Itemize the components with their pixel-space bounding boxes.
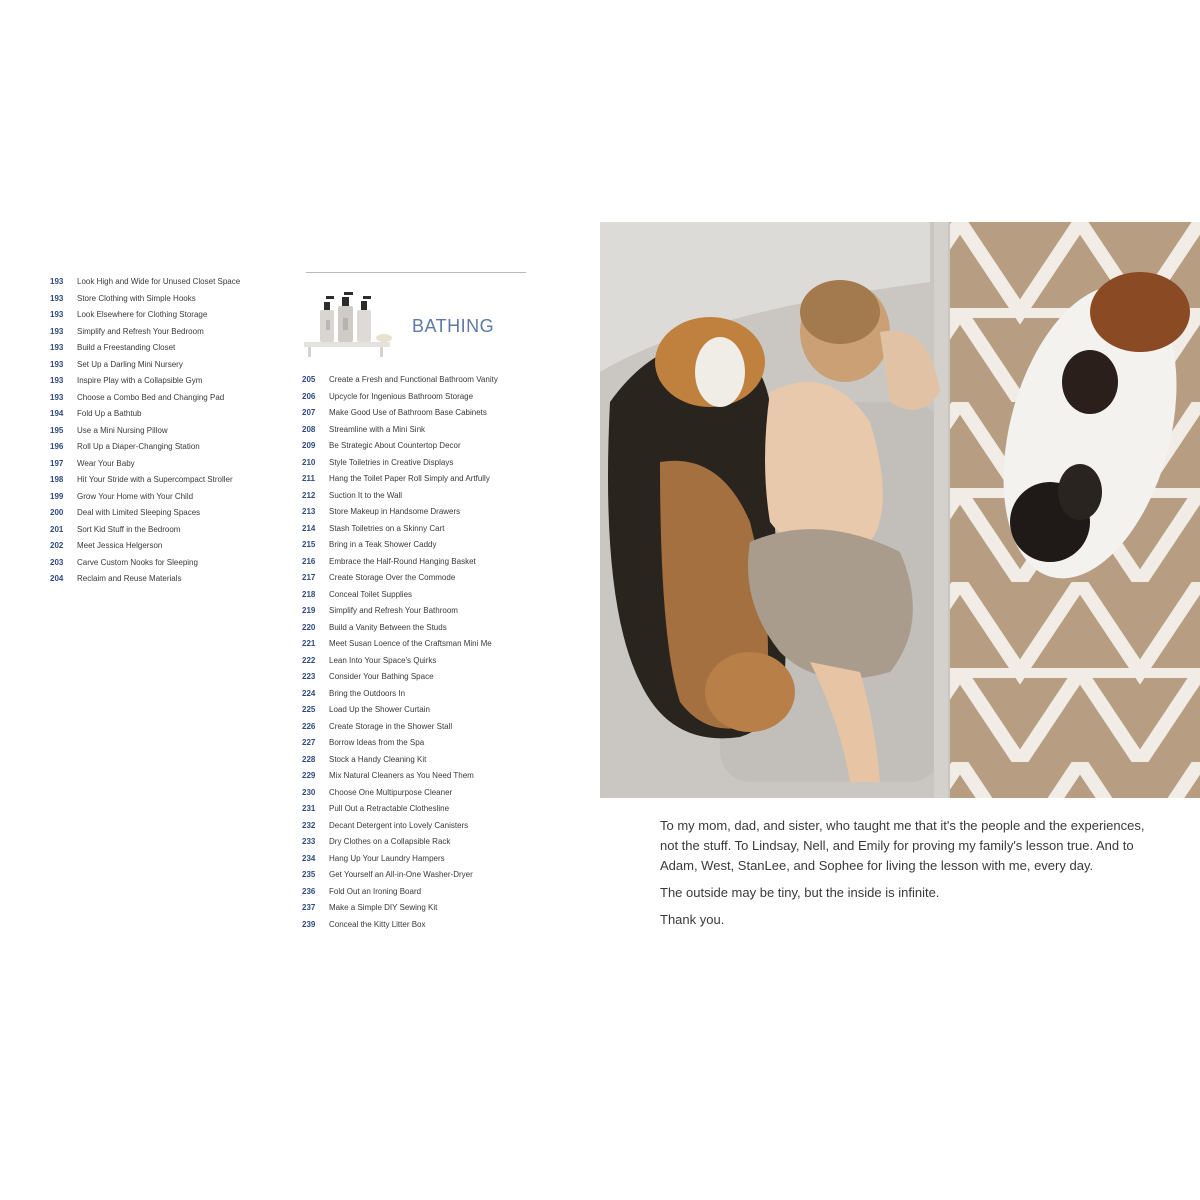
toc-entry — [302, 603, 552, 620]
toc-entry — [302, 686, 552, 703]
toc-page-number: 196 — [50, 442, 64, 451]
toc-page-number: 195 — [50, 425, 64, 435]
toc-entry — [50, 390, 290, 407]
toc-entry-title: Stock a Handy Cleaning Kit — [329, 754, 427, 764]
toc-page-number: 193 — [50, 343, 64, 352]
toc-entry — [302, 488, 552, 505]
toc-page-number: 211 — [302, 474, 315, 483]
toc-entry-title: Embrace the Half-Round Hanging Basket — [329, 556, 476, 566]
toc-page-number: 234 — [302, 853, 316, 863]
toc-entry-title: Build a Freestanding Closet — [77, 343, 176, 352]
toc-entry — [302, 422, 552, 439]
toc-entry — [302, 653, 552, 670]
toc-page-number: 193 — [50, 392, 64, 402]
toc-page-number: 230 — [302, 787, 316, 797]
section-title: BATHING — [412, 316, 495, 336]
section-divider — [306, 272, 526, 273]
toc-entry-title: Make Good Use of Bathroom Base Cabinets — [329, 408, 487, 417]
toc-page-number: 193 — [50, 293, 64, 303]
toc-entry — [50, 373, 290, 390]
toc-page-number: 218 — [302, 589, 316, 599]
toc-page-number: 221 — [302, 639, 316, 648]
toc-entry-title: Lean Into Your Space's Quirks — [329, 655, 437, 665]
toc-entry — [50, 291, 290, 308]
toc-page-number: 200 — [50, 508, 64, 517]
toc-entry-title: Stash Toiletries on a Skinny Cart — [329, 523, 445, 533]
toc-entry-title: Bring the Outdoors In — [329, 688, 406, 698]
toc-entry-title: Roll Up a Diaper-Changing Station — [77, 442, 200, 451]
toc-entry-title: Conceal the Kitty Litter Box — [329, 919, 426, 929]
toc-entry — [302, 752, 552, 769]
toc-page-number: 232 — [302, 820, 316, 830]
toc-page-number: 202 — [50, 541, 64, 550]
toc-entry — [302, 801, 552, 818]
dedication-photo — [600, 222, 1200, 798]
toc-entry-title: Conceal Toilet Supplies — [329, 589, 413, 599]
toc-page-number: 210 — [302, 457, 316, 467]
toc-page-number: 193 — [50, 326, 64, 336]
toc-entry — [302, 768, 552, 785]
dedication-paragraph-3: Thank you. — [660, 912, 725, 927]
toc-page-number: 207 — [302, 408, 316, 417]
toc-page-number: 225 — [302, 705, 316, 714]
toc-entry — [302, 900, 552, 917]
toc-page-number: 217 — [302, 573, 316, 582]
toc-page-number: 214 — [302, 523, 316, 533]
toc-entry — [50, 357, 290, 374]
toc-entry — [302, 669, 552, 686]
toc-entry-title: Decant Detergent into Lovely Canisters — [329, 820, 469, 830]
toc-entry — [302, 867, 552, 884]
toc-entry-title: Style Toiletries in Creative Displays — [329, 457, 454, 467]
toc-entry — [50, 307, 290, 324]
toc-entry — [302, 471, 552, 488]
toc-entry-title: Store Makeup in Handsome Drawers — [329, 507, 461, 516]
toc-entry-title: Streamline with a Mini Sink — [329, 424, 426, 434]
toc-page-number: 231 — [302, 804, 316, 813]
toc-entry — [302, 405, 552, 422]
toc-list-right — [302, 372, 552, 933]
toc-entry-title: Carve Custom Nooks for Sleeping — [77, 557, 198, 567]
toc-entry — [302, 554, 552, 571]
toc-page-number: 216 — [302, 556, 316, 566]
toc-page-number: 205 — [302, 375, 316, 384]
toc-entry — [50, 538, 290, 555]
toc-page-number: 228 — [302, 754, 316, 764]
toc-entry-title: Look High and Wide for Unused Closet Space — [77, 277, 241, 286]
toc-entry — [302, 537, 552, 554]
toc-entry — [302, 834, 552, 851]
toc-page-number: 215 — [302, 540, 316, 549]
dedication-paragraph-2: The outside may be tiny, but the inside is infinite. — [660, 885, 940, 900]
toc-page-number: 212 — [302, 490, 316, 500]
toc-page-number: 198 — [50, 475, 64, 484]
toc-page-number: 193 — [50, 310, 64, 319]
toc-page-number: 219 — [302, 606, 316, 615]
toc-page-number: 222 — [302, 655, 316, 665]
toc-entry — [302, 455, 552, 472]
toc-page-number: 204 — [50, 574, 64, 583]
toc-entry-title: Be Strategic About Countertop Decor — [329, 441, 461, 450]
toc-page-number: 237 — [302, 903, 316, 912]
toc-page-number: 227 — [302, 738, 316, 747]
toc-entry — [50, 406, 290, 423]
toc-entry-title: Sort Kid Stuff in the Bedroom — [77, 524, 181, 534]
toc-page-number: 203 — [50, 557, 64, 567]
toc-page-number: 193 — [50, 277, 64, 286]
toc-entry — [50, 522, 290, 539]
toc-entry — [302, 636, 552, 653]
toc-entry-title: Look Elsewhere for Clothing Storage — [77, 310, 208, 319]
toc-entry-title: Store Clothing with Simple Hooks — [77, 293, 196, 303]
toc-page-number: 223 — [302, 672, 316, 681]
bath-bottles-icon — [302, 280, 412, 360]
toc-entry-title: Use a Mini Nursing Pillow — [77, 425, 168, 435]
toc-entry — [302, 587, 552, 604]
toc-entry — [50, 472, 290, 489]
toc-entry-title: Simplify and Refresh Your Bathroom — [329, 606, 458, 615]
toc-entry-title: Wear Your Baby — [77, 458, 135, 468]
toc-entry — [302, 521, 552, 538]
toc-entry — [50, 324, 290, 341]
toc-entry-title: Suction It to the Wall — [329, 490, 403, 500]
toc-entry-title: Bring in a Teak Shower Caddy — [329, 540, 437, 549]
toc-entry — [302, 372, 552, 389]
toc-entry — [302, 389, 552, 406]
toc-page-number: 201 — [50, 524, 64, 534]
toc-entry-title: Hit Your Stride with a Supercompact Stroller — [77, 475, 233, 484]
toc-entry-title: Grow Your Home with Your Child — [77, 491, 194, 501]
toc-entry-title: Meet Jessica Helgerson — [77, 541, 163, 550]
toc-page-number: 236 — [302, 886, 316, 896]
section-header-bathing — [302, 268, 526, 364]
toc-entry-title: Create Storage in the Shower Stall — [329, 721, 453, 731]
toc-entry-title: Meet Susan Loence of the Craftsman Mini Me — [329, 639, 492, 648]
toc-page-number: 206 — [302, 391, 316, 401]
toc-entry-title: Fold Out an Ironing Board — [329, 886, 422, 896]
toc-entry-title: Create Storage Over the Commode — [329, 573, 456, 582]
toc-entry — [302, 719, 552, 736]
toc-page-number: 208 — [302, 424, 316, 434]
toc-page-number: 233 — [302, 837, 316, 846]
toc-entry — [50, 489, 290, 506]
toc-entry-title: Inspire Play with a Collapsible Gym — [77, 376, 203, 385]
toc-entry — [302, 620, 552, 637]
toc-entry — [50, 340, 290, 357]
toc-entry-title: Hang Up Your Laundry Hampers — [329, 853, 445, 863]
toc-entry-title: Dry Clothes on a Collapsible Rack — [329, 837, 451, 846]
toc-entry-title: Pull Out a Retractable Clothesline — [329, 804, 450, 813]
toc-entry-title: Deal with Limited Sleeping Spaces — [77, 508, 201, 517]
toc-entry — [302, 884, 552, 901]
toc-page-number: 213 — [302, 507, 316, 516]
toc-entry — [302, 851, 552, 868]
toc-page-number: 199 — [50, 491, 64, 501]
toc-page-number: 239 — [302, 919, 316, 929]
toc-entry-title: Fold Up a Bathtub — [77, 409, 142, 418]
toc-entry — [302, 702, 552, 719]
toc-entry — [50, 555, 290, 572]
toc-entry — [302, 570, 552, 587]
toc-entry-title: Reclaim and Reuse Materials — [77, 574, 182, 583]
toc-entry-title: Hang the Toilet Paper Roll Simply and Artfully — [329, 474, 490, 483]
toc-entry — [302, 504, 552, 521]
toc-entry — [50, 456, 290, 473]
toc-entry-title: Upcycle for Ingenious Bathroom Storage — [329, 391, 474, 401]
toc-entry — [50, 439, 290, 456]
toc-entry-title: Borrow Ideas from the Spa — [329, 738, 425, 747]
toc-entry-title: Consider Your Bathing Space — [329, 672, 434, 681]
toc-entry-title: Load Up the Shower Curtain — [329, 705, 430, 714]
toc-entry-title: Set Up a Darling Mini Nursery — [77, 359, 183, 369]
toc-entry — [50, 571, 290, 588]
toc-entry-title: Simplify and Refresh Your Bedroom — [77, 326, 204, 336]
toc-page-number: 193 — [50, 376, 64, 385]
toc-list-left — [50, 274, 290, 588]
toc-entry — [302, 735, 552, 752]
toc-page-number: 235 — [302, 870, 316, 879]
toc-page-number: 226 — [302, 721, 316, 731]
toc-entry-title: Choose One Multipurpose Cleaner — [329, 787, 453, 797]
toc-entry — [302, 917, 552, 934]
toc-page-number: 220 — [302, 622, 316, 632]
dedication-text — [660, 816, 1160, 937]
toc-page-number: 197 — [50, 458, 64, 468]
toc-entry-title: Get Yourself an All-in-One Washer-Dryer — [329, 870, 473, 879]
toc-entry-title: Create a Fresh and Functional Bathroom Vanity — [329, 375, 498, 384]
toc-entry — [302, 785, 552, 802]
toc-entry — [50, 505, 290, 522]
toc-page-number: 229 — [302, 771, 316, 780]
toc-entry-title: Choose a Combo Bed and Changing Pad — [77, 392, 225, 402]
toc-entry-title: Build a Vanity Between the Studs — [329, 622, 447, 632]
dedication-paragraph-1: To my mom, dad, and sister, who taught me that it's the people and the experiences, not the stuff. To Lindsay, Nell, and Emily for proving my family's lesson true. And to Adam, West, StanLee, and Sophee for living the lesson with me, every day. — [660, 818, 1145, 873]
toc-entry — [302, 438, 552, 455]
toc-page-number: 193 — [50, 359, 64, 369]
toc-entry — [50, 274, 290, 291]
toc-entry — [302, 818, 552, 835]
toc-entry-title: Mix Natural Cleaners as You Need Them — [329, 771, 474, 780]
toc-entry — [50, 423, 290, 440]
toc-page-number: 194 — [50, 409, 64, 418]
toc-page-number: 209 — [302, 441, 316, 450]
toc-page-number: 224 — [302, 688, 316, 698]
toc-entry-title: Make a Simple DIY Sewing Kit — [329, 903, 438, 912]
